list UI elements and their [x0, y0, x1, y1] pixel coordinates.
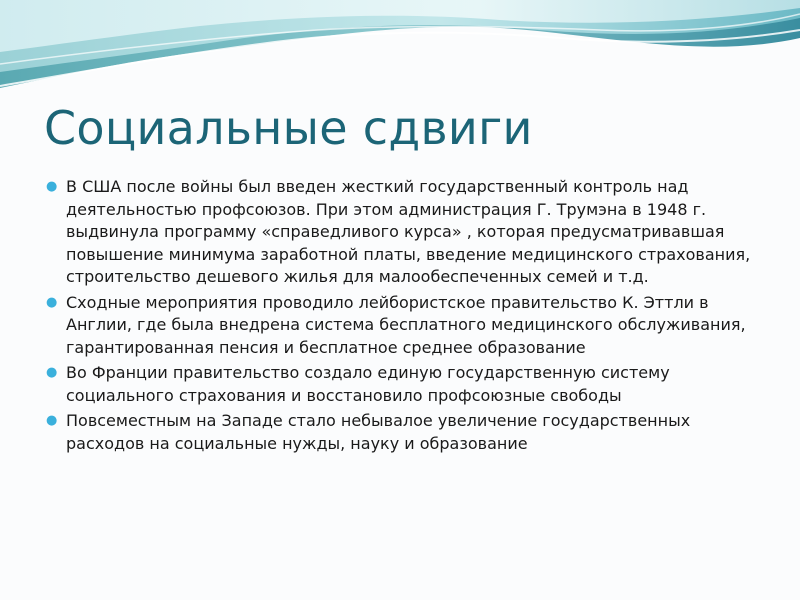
bullet-icon: ● — [46, 365, 58, 380]
header-wave-decoration — [0, 0, 800, 92]
bullet-icon: ● — [46, 294, 58, 310]
bullet-text: Повсеместным на Западе стало небывалое увеличение государственных расходов на социальные нужды, науку и образование — [66, 411, 691, 453]
bullet-text: Сходные мероприятия проводило лейбористское правительство К. Эттли в Англии, где была внедрена система бесплатного медицинского обслуживания, гарантированная пенсия и бесплатное среднее образование — [66, 292, 746, 357]
bullet-item — [44, 292, 756, 360]
bullet-icon: ● — [46, 413, 58, 428]
bullet-text: В США после войны был введен жесткий государственный контроль над деятельностью профсоюзов. При этом администрация Г. Трумэна в 1948 г. выдвинула программу «справедливого курса» , которая предусматривавшая повышение минимума заработной платы, введение медицинского страхования, строительство дешевого жилья для малообеспеченных семей и т.д. — [66, 177, 751, 286]
bullet-list — [44, 176, 756, 458]
bullet-item — [44, 176, 756, 289]
slide-title: Социальные сдвиги — [44, 101, 533, 155]
bullet-item — [44, 362, 756, 407]
bullet-icon: ● — [46, 179, 58, 194]
bullet-text: Во Франции правительство создало единую государственную систему социального страхования и восстановило профсоюзные свободы — [66, 363, 670, 405]
bullet-item — [44, 410, 756, 455]
